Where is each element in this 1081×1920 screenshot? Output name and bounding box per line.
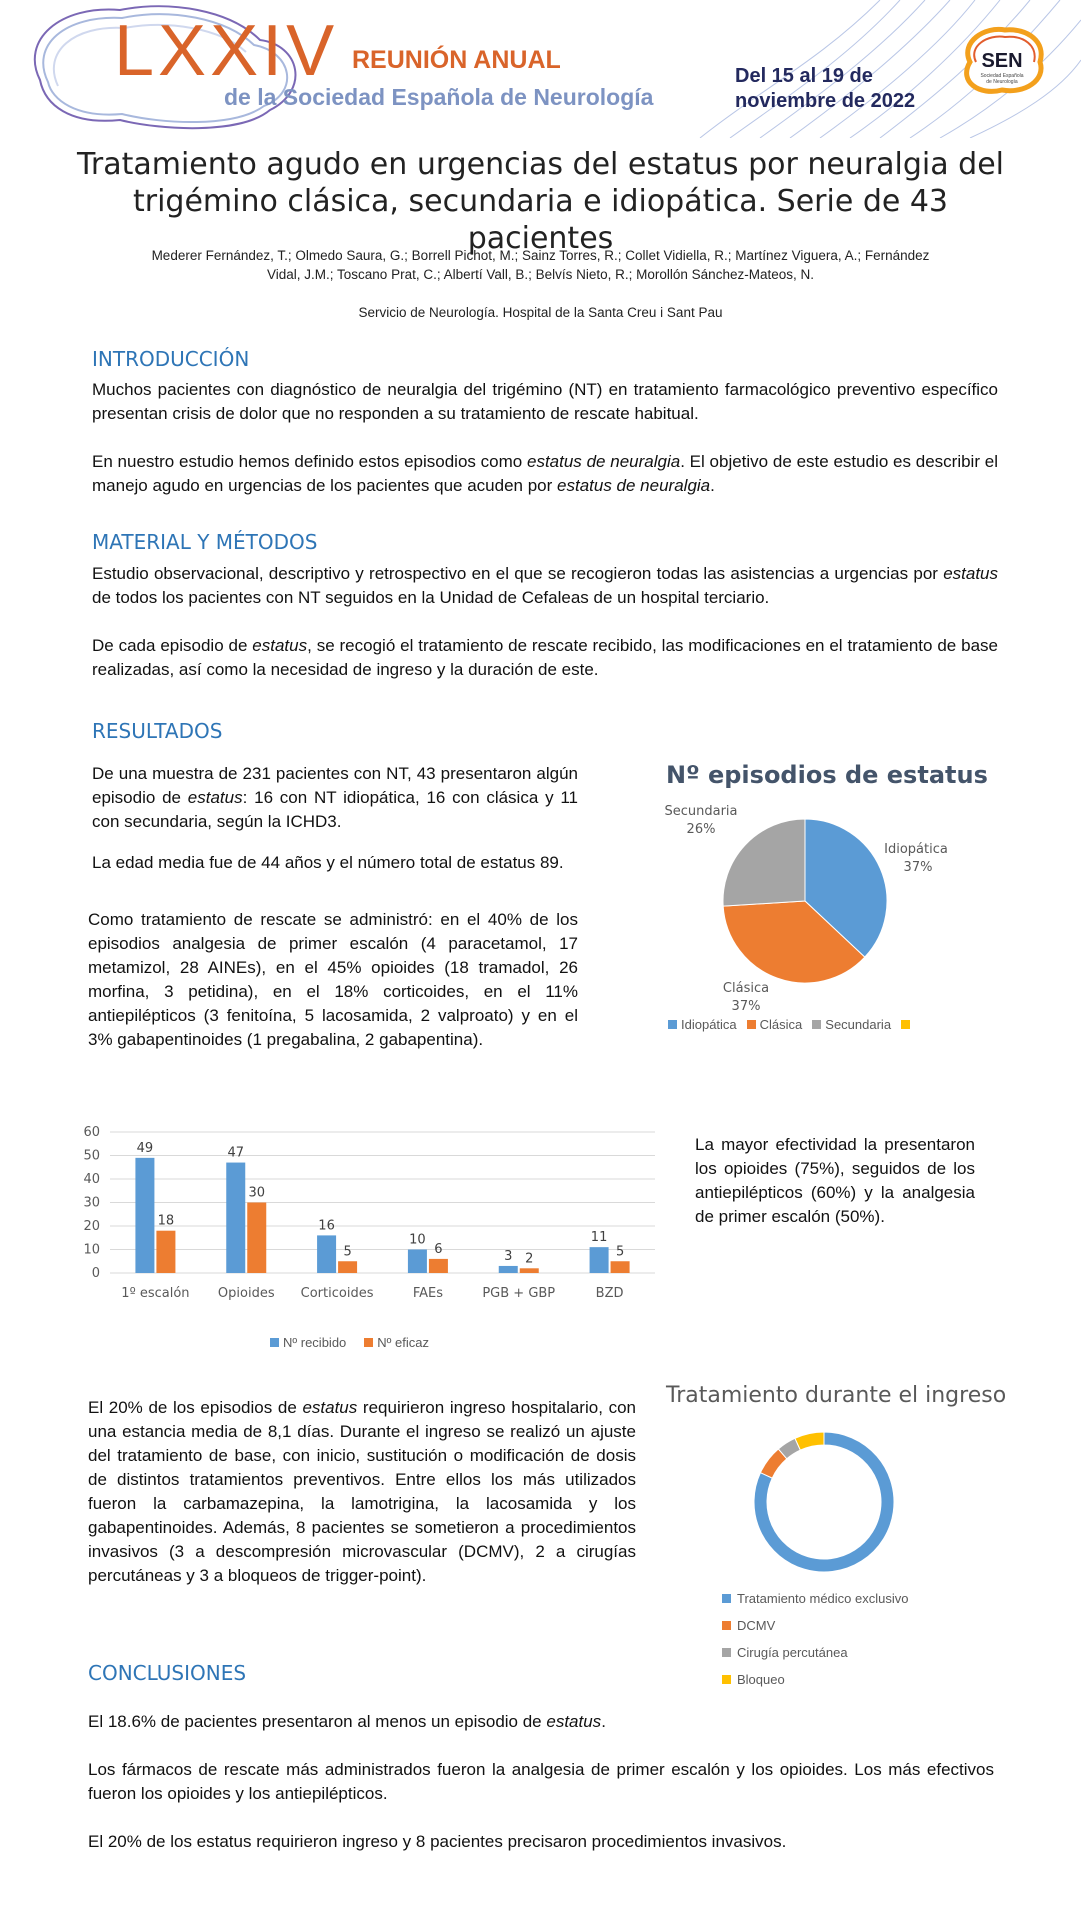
results-heading: RESULTADOS	[92, 719, 223, 743]
text-run: El 18.6% de pacientes presentaron al menos un episodio de	[88, 1712, 547, 1731]
author-list	[110, 246, 971, 284]
bar-value-label: 30	[248, 1185, 266, 1201]
legend-recibido	[270, 1335, 346, 1350]
x-tick-label: BZD	[595, 1286, 624, 1301]
legend-swatch	[901, 1020, 910, 1029]
bar-recibido	[590, 1247, 609, 1273]
legend-dcmv	[722, 1612, 908, 1639]
italic-term: estatus de neuralgia	[527, 452, 681, 471]
results-paragraph-4: La mayor efectividad la presentaron los opioides (75%), seguidos de los antiepilépticos (60%) y la analgesia de primer escalón (50%).	[695, 1135, 975, 1226]
text-run: De una muestra de 231 pacientes con NT, 43 presentaron algún episodio de	[92, 764, 578, 807]
bar-eficaz	[520, 1268, 539, 1273]
sen-logo-sub1: Sociedad Española	[980, 73, 1024, 79]
pie-chart-title: Nº episodios de estatus	[666, 761, 988, 789]
legend-swatch	[722, 1675, 731, 1684]
y-tick-label: 40	[83, 1172, 100, 1187]
donut-segment-3	[795, 1432, 824, 1450]
y-tick-label: 60	[83, 1125, 100, 1140]
y-tick-label: 10	[83, 1242, 100, 1258]
dates-line-2: noviembre de 2022	[735, 90, 916, 112]
pie-pct-idiopatica: 37%	[903, 860, 933, 875]
legend-swatch	[722, 1621, 731, 1630]
bar-value-label: 47	[227, 1145, 245, 1161]
y-tick-label: 0	[91, 1266, 100, 1281]
pie-slice-secundaria	[723, 819, 805, 906]
bar-value-label: 5	[615, 1244, 625, 1260]
methods-paragraph-1	[92, 562, 998, 610]
results-paragraph-1	[92, 762, 578, 834]
italic-term: estatus	[252, 636, 308, 655]
donut-chart-admission	[740, 1418, 910, 1588]
society-name: de la Sociedad Española de Neurología	[224, 84, 654, 110]
legend-label: Nº eficaz	[377, 1335, 429, 1350]
legend-swatch	[747, 1020, 756, 1029]
bar-chart-legend	[270, 1335, 439, 1350]
header-banner	[0, 0, 1081, 138]
legend-label: Idiopática	[681, 1017, 737, 1032]
pie-pct-secundaria: 26%	[686, 822, 716, 837]
text-run: .	[710, 476, 715, 495]
x-tick-label: FAEs	[412, 1286, 444, 1301]
intro-heading: INTRODUCCIÓN	[92, 347, 250, 371]
bar-eficaz	[247, 1203, 266, 1274]
congress-dates	[735, 64, 915, 114]
results-paragraph-5	[88, 1396, 636, 1588]
pie-label-clasica: Clásica	[722, 981, 770, 996]
legend-bloqueo	[722, 1666, 908, 1693]
results-paragraph-3: Como tratamiento de rescate se administró: en el 40% de los episodios analgesia de primer escalón (4 paracetamol, 17 metamizol, 28 AINEs), en el 45% opioides (18 tramadol, 26 morfina, 3 petidina), en el 18% corticoides, en el 11% antiepilépticos (3 fenitoína, 5 lacosamida, 2 valproato) y en el 3% gabapentinoides (1 pregabalina, 2 gabapentina).	[88, 910, 578, 1049]
bar-recibido	[135, 1158, 154, 1273]
bar-recibido	[408, 1250, 427, 1274]
legend-swatch	[722, 1594, 731, 1603]
legend-clasica	[747, 1017, 803, 1032]
y-tick-label: 20	[83, 1219, 100, 1234]
pie-pct-clasica: 37%	[731, 999, 761, 1014]
y-tick-label: 30	[83, 1195, 100, 1211]
x-tick-label: 1º escalón	[121, 1286, 190, 1301]
italic-term: estatus	[187, 788, 243, 807]
legend-label: Bloqueo	[737, 1672, 785, 1687]
bar-chart-treatments	[70, 1110, 660, 1370]
text-run: De cada episodio de	[92, 636, 253, 655]
legend-label: Secundaria	[825, 1017, 892, 1032]
sen-logo	[950, 22, 1050, 100]
bar-value-label: 16	[318, 1218, 335, 1234]
x-tick-label: PGB + GBP	[482, 1286, 556, 1301]
sen-logo-shape	[950, 22, 1050, 100]
intro-paragraph-2	[92, 450, 998, 498]
pie-chart-legend	[668, 1017, 924, 1032]
legend-tratamiento-medico	[722, 1585, 908, 1612]
authors-line-1: Mederer Fernández, T.; Olmedo Saura, G.; Borrell Pichot, M.; Sainz Torres, R.; Collet Vidiella, R.; Martínez Viguera, A.; Fernández	[151, 248, 930, 263]
bar-eficaz	[156, 1231, 175, 1273]
x-tick-label: Opioides	[217, 1286, 275, 1301]
conclusions-paragraph-3: El 20% de los estatus requirieron ingreso y 8 pacientes precisaron procedimientos invasivos.	[88, 1832, 787, 1851]
text-run: de todos los pacientes con NT seguidos en la Unidad de Cefaleas de un hospital terciario.	[92, 588, 770, 607]
conclusions-paragraph-2: Los fármacos de rescate más administrados fueron la analgesia de primer escalón y los opioides. Los más efectivos fueron los opioides y los antiepilépticos.	[88, 1760, 994, 1803]
bar-eficaz	[338, 1261, 357, 1273]
italic-term: estatus	[546, 1712, 602, 1731]
text-run: : 16 con NT idiopática, 16 con clásica y 11 con secundaria, según la ICHD3.	[92, 788, 578, 831]
legend-idiopatica	[668, 1017, 737, 1032]
legend-label: Tratamiento médico exclusivo	[737, 1591, 909, 1606]
dates-line-1: Del 15 al 19 de	[735, 65, 873, 87]
pie-chart-episodes	[640, 795, 1000, 1040]
legend-label: DCMV	[737, 1618, 776, 1633]
bar-recibido	[226, 1163, 245, 1273]
title-line-2: trigémino clásica, secundaria e idiopática. Serie de 43 pacientes	[132, 184, 949, 256]
bar-eficaz	[429, 1259, 448, 1273]
legend-swatch	[722, 1648, 731, 1657]
bar-recibido	[317, 1235, 336, 1273]
conclusions-heading: CONCLUSIONES	[88, 1661, 247, 1685]
pie-label-idiopatica: Idiopática	[884, 842, 948, 857]
bar-value-label: 49	[136, 1140, 154, 1156]
legend-label: Cirugía percutánea	[737, 1645, 848, 1660]
text-run: requirieron ingreso hospitalario, con una estancia media de 8,1 días. Durante el ingreso se realizó un ajuste del tratamiento de base, con inicio, sustitución o modificación de dosis de distintos tratamientos preventivos. Entre ellos los más utilizados fueron la carbamazepina, la lamotrigina, la lacosamida y los gabapentinoides. Además, 8 pacientes se sometieron a procedimientos invasivos (3 a descompresión microvascular (DCMV), 2 a cirugías percutáneas y 3 a bloqueos de trigger-point).	[88, 1398, 636, 1585]
bar-value-label: 2	[525, 1251, 534, 1267]
congress-name: REUNIÓN ANUAL	[352, 46, 561, 74]
legend-swatch	[668, 1020, 677, 1029]
bar-value-label: 10	[409, 1232, 426, 1248]
legend-label: Clásica	[759, 1017, 803, 1032]
legend-swatch	[812, 1020, 821, 1029]
legend-label: Nº recibido	[283, 1335, 347, 1350]
legend-swatch	[270, 1338, 279, 1347]
congress-number: LXXIV	[114, 11, 339, 91]
sen-logo-text: SEN	[981, 50, 1023, 72]
bar-value-label: 6	[434, 1241, 443, 1257]
bar-eficaz	[611, 1261, 630, 1273]
text-run: . El objetivo de este estudio es describir el manejo agudo en urgencias de los pacientes que acuden por	[92, 452, 998, 495]
poster-title	[60, 146, 1021, 257]
legend-swatch	[364, 1338, 373, 1347]
bar-value-label: 11	[590, 1230, 608, 1246]
donut-chart-legend	[722, 1585, 908, 1693]
text-run: , se recogió el tratamiento de rescate recibido, las modificaciones en el tratamiento de base realizadas, así como la necesidad de ingreso y la duración de este.	[92, 636, 998, 679]
affiliation: Servicio de Neurología. Hospital de la Santa Creu i Sant Pau	[358, 305, 723, 320]
text-run: Estudio observacional, descriptivo y retrospectivo en el que se recogieron todas las asistencias a urgencias por	[92, 564, 944, 583]
italic-term: estatus de neuralgia	[557, 476, 711, 495]
title-line-1: Tratamiento agudo en urgencias del estatus por neuralgia del	[76, 147, 1005, 182]
legend-secundaria	[812, 1017, 891, 1032]
text-run: En nuestro estudio hemos definido estos episodios como	[92, 452, 527, 471]
results-paragraph-2: La edad media fue de 44 años y el número total de estatus 89.	[92, 853, 564, 872]
authors-line-2: Vidal, J.M.; Toscano Prat, C.; Albertí Vall, B.; Belvís Nieto, R.; Morollón Sánchez-Mateos, N.	[267, 267, 814, 282]
bar-value-label: 18	[157, 1213, 175, 1229]
methods-heading: MATERIAL Y MÉTODOS	[92, 530, 318, 554]
text-run: .	[601, 1712, 606, 1731]
y-tick-label: 50	[83, 1148, 100, 1164]
sen-logo-sub2: de Neurología	[986, 79, 1018, 85]
bar-value-label: 3	[504, 1248, 513, 1264]
italic-term: estatus	[302, 1398, 358, 1417]
legend-eficaz	[364, 1335, 429, 1350]
intro-paragraph-1: Muchos pacientes con diagnóstico de neuralgia del trigémino (NT) en tratamiento farmacológico preventivo específico presentan crisis de dolor que no responden a su tratamiento de rescate habitual.	[92, 380, 998, 423]
bar-recibido	[499, 1266, 518, 1273]
legend-empty	[901, 1017, 914, 1032]
methods-paragraph-2	[92, 634, 998, 682]
italic-term: estatus	[943, 564, 998, 583]
conclusions-paragraph-1	[88, 1710, 994, 1734]
bar-value-label: 5	[343, 1244, 352, 1260]
pie-label-secundaria: Secundaria	[664, 804, 738, 819]
x-tick-label: Corticoides	[300, 1286, 374, 1301]
text-run: El 20% de los episodios de	[88, 1398, 303, 1417]
legend-cirugia	[722, 1639, 908, 1666]
donut-chart-title: Tratamiento durante el ingreso	[666, 1383, 1007, 1408]
